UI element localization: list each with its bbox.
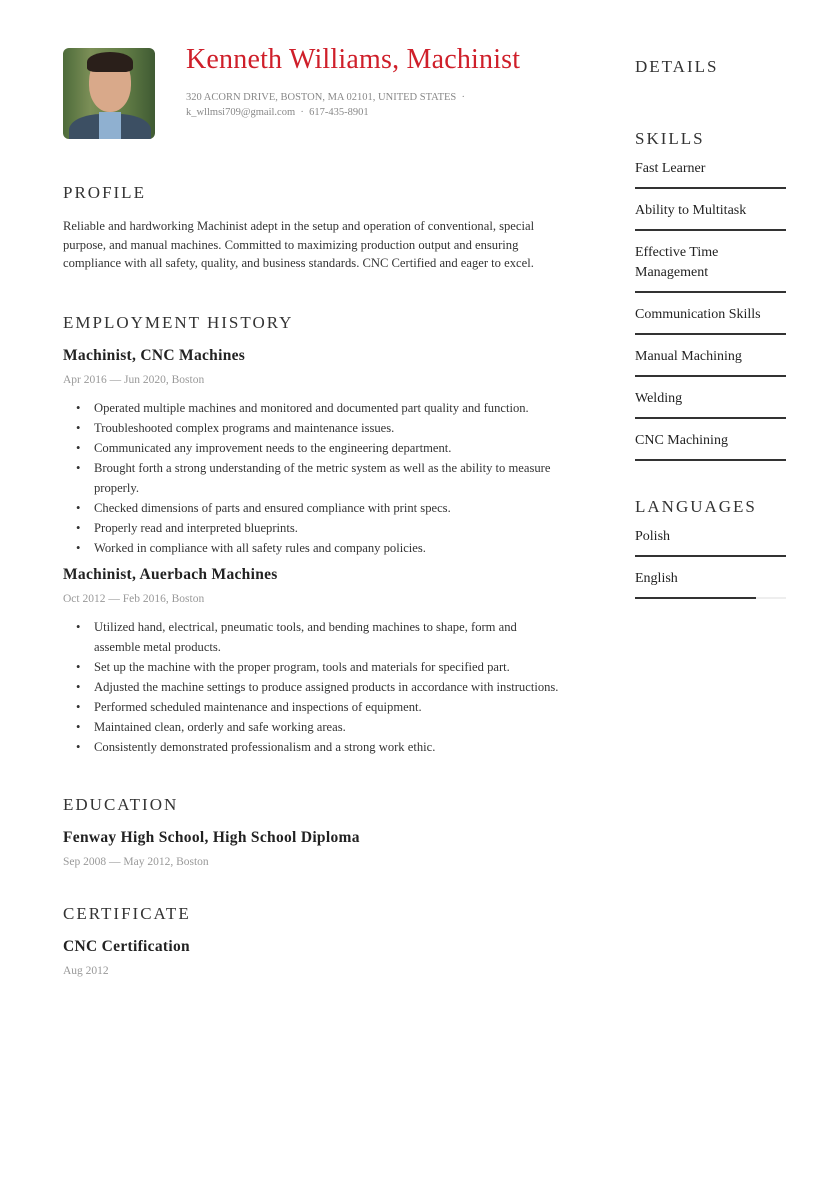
bullet-item: • Operated multiple machines and monitored and documented part quality and function. <box>76 398 563 418</box>
contact-info <box>186 90 465 120</box>
separator: · <box>461 92 465 103</box>
skill-item <box>635 295 786 335</box>
level-bar <box>635 459 786 461</box>
certificate-date: Aug 2012 <box>63 964 109 977</box>
skill-item <box>635 149 786 189</box>
separator: · <box>300 107 304 118</box>
job-bullets <box>63 398 563 558</box>
job-date: Apr 2016 — Jun 2020, Boston <box>63 373 205 386</box>
skills-heading: SKILLS <box>635 129 705 148</box>
item-label: English <box>635 571 678 586</box>
education-heading: EDUCATION <box>63 794 179 814</box>
item-label: Manual Machining <box>635 349 742 364</box>
bullet-item: • Utilized hand, electrical, pneumatic tools, and bending machines to shape, form and assemble metal products. <box>76 617 563 657</box>
level-bar <box>635 229 786 231</box>
item-label: Welding <box>635 391 683 406</box>
education-entry: Fenway High School, High School Diploma <box>63 828 360 846</box>
item-label: Effective Time Management <box>635 245 719 280</box>
item-label: Communication Skills <box>635 307 761 322</box>
profile-heading: PROFILE <box>63 183 146 202</box>
level-bar <box>635 375 786 377</box>
item-label: Fast Learner <box>635 161 706 176</box>
bullet-item: • Adjusted the machine settings to produce assigned products in accordance with instructions. <box>76 677 563 697</box>
item-label: Polish <box>635 529 671 544</box>
bullet-item: • Consistently demonstrated professionalism and a strong work ethic. <box>76 737 563 757</box>
bullet-item: • Communicated any improvement needs to the engineering department. <box>76 438 563 458</box>
skill-item <box>635 421 786 461</box>
skill-item <box>635 337 786 377</box>
bullet-item: • Properly read and interpreted blueprints. <box>76 518 563 538</box>
language-item <box>635 517 786 557</box>
bullet-item: • Performed scheduled maintenance and inspections of equipment. <box>76 697 563 717</box>
language-item <box>635 559 786 599</box>
item-label: CNC Machining <box>635 433 728 448</box>
email: k_wllmsi709@gmail.com <box>186 107 296 118</box>
level-bar <box>635 555 786 557</box>
name-title: Kenneth Williams, Machinist <box>186 44 521 75</box>
job-bullets <box>63 617 563 757</box>
bullet-item: • Checked dimensions of parts and ensured compliance with print specs. <box>76 498 563 518</box>
job-date: Oct 2012 — Feb 2016, Boston <box>63 592 205 605</box>
phone: 617-435-8901 <box>309 107 369 118</box>
bullet-item: • Maintained clean, orderly and safe working areas. <box>76 717 563 737</box>
job-entry <box>63 566 563 757</box>
main-column <box>63 183 563 989</box>
sidebar <box>635 57 786 601</box>
details-heading: DETAILS <box>635 57 719 76</box>
employment-heading: EMPLOYMENT HISTORY <box>63 312 294 332</box>
education-date: Sep 2008 — May 2012, Boston <box>63 855 209 868</box>
level-bar <box>635 597 786 599</box>
profile-text: Reliable and hardworking Machinist adept in the setup and operation of conventional, special purpose, and manual machines. Committed to maximizing production output and ensuring compliance with all safety, quality, and business standards. CNC Certified and eager to excel. <box>63 219 535 270</box>
job-title: Machinist, CNC Machines <box>63 346 246 364</box>
item-label: Ability to Multitask <box>635 203 747 218</box>
bullet-item: • Troubleshooted complex programs and maintenance issues. <box>76 418 563 438</box>
bullet-item: • Worked in compliance with all safety rules and company policies. <box>76 538 563 558</box>
profile-photo <box>63 48 155 139</box>
level-bar <box>635 417 786 419</box>
languages-heading: LANGUAGES <box>635 497 757 516</box>
bullet-item: • Set up the machine with the proper program, tools and materials for specified part. <box>76 657 563 677</box>
level-bar <box>635 291 786 293</box>
address: 320 ACORN DRIVE, BOSTON, MA 02101, UNITED STATES <box>186 92 457 103</box>
job-entry <box>63 347 563 558</box>
level-bar <box>635 187 786 189</box>
certificate-entry: CNC Certification <box>63 937 190 955</box>
job-title: Machinist, Auerbach Machines <box>63 565 278 583</box>
level-bar <box>635 333 786 335</box>
bullet-item: • Brought forth a strong understanding of the metric system as well as the ability to measure properly. <box>76 458 563 498</box>
certificate-heading: CERTIFICATE <box>63 903 191 923</box>
skill-item <box>635 379 786 419</box>
skill-item <box>635 191 786 231</box>
skill-item <box>635 233 786 293</box>
